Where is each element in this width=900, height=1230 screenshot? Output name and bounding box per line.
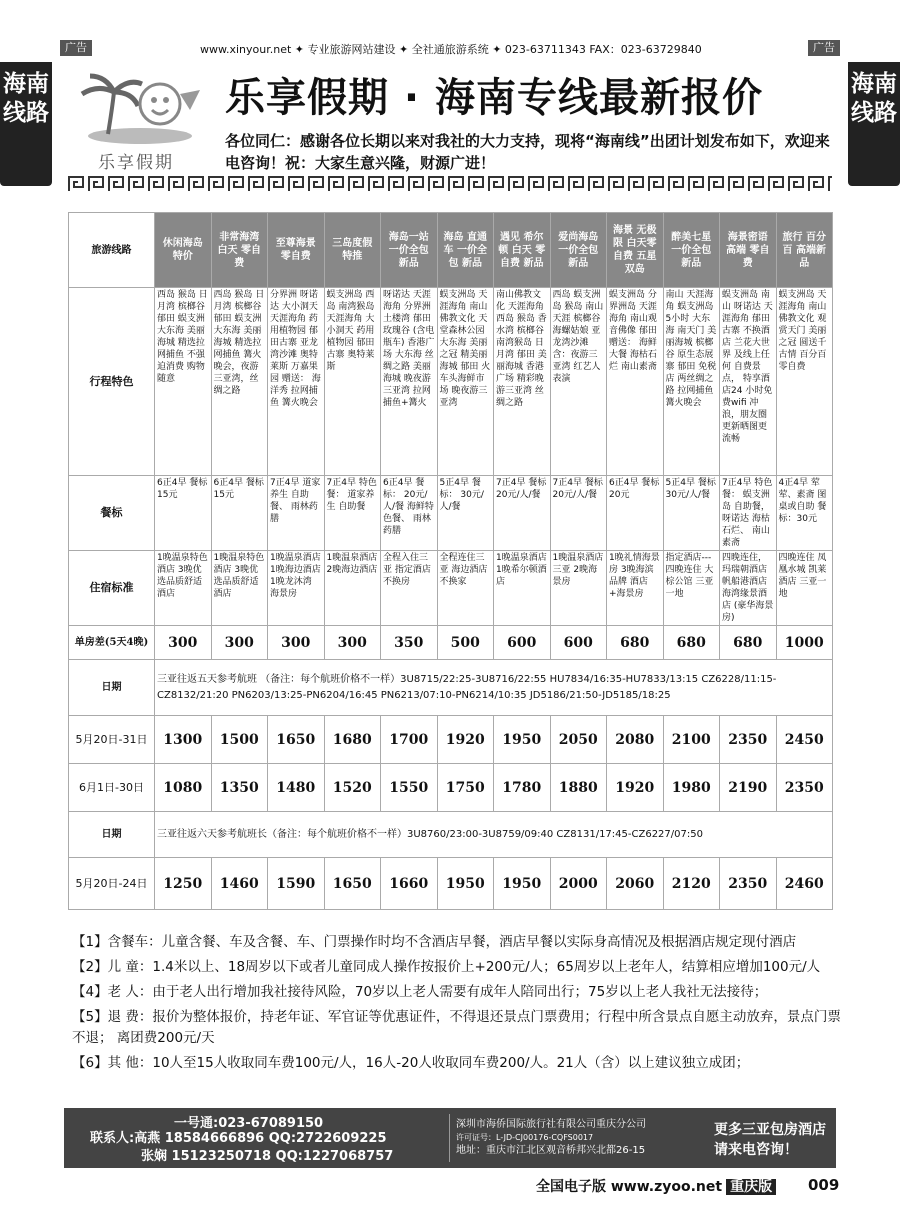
meals-row [69, 476, 833, 551]
route-11: 海景密语 高端 零自费 [720, 213, 777, 288]
price-cell: 1300 [155, 716, 212, 764]
feature-cell: 南山佛教文化 天涯海角 西岛 猴岛 香水湾 槟榔谷 南湾猴岛 日月湾 郁田 美丽海城 香港广场 精彩晚游三亚湾 丝绸之路 [494, 288, 551, 476]
note-item: 【5】退 费：报价为整体报价，持老年证、军官证等优惠证件，不得退还景点门票费用；行程中所含景点自愿主动放弃，景点门票不退； 离团费200元/天 [72, 1009, 841, 1046]
logo [68, 70, 212, 180]
contact-1: 联系人:高燕 18584666896 QQ:2722609225 [90, 1131, 387, 1146]
flight5-row [69, 660, 833, 716]
logo-text: 乐享假期 [98, 153, 174, 173]
feature-cell: 蜈支洲岛 分界洲岛 天涯海角 南山观音佛像 郁田 赠送： 海鲜大餐 海枯石烂 南山素斋 [607, 288, 664, 476]
price-cell: 1750 [437, 764, 494, 812]
price-cell: 1650 [268, 716, 325, 764]
single-cell: 600 [550, 626, 607, 660]
route-5: 海岛一站 一价全包 新品 [381, 213, 438, 288]
note-item: 【2】儿 童：1.4米以上、18周岁以下或者儿童同成人操作按报价上+200元/人；65周岁以上老年人，结算相应增加100元/人 [72, 959, 821, 975]
feature-cell: 蜈支洲岛 西岛 南湾猴岛 天涯海角 大小洞天 药用植物园 郁田古寨 奥特莱斯 [324, 288, 381, 476]
single-cell: 680 [720, 626, 777, 660]
meal-cell: 7正4早 餐标 20元/人/餐 [550, 476, 607, 551]
price-cell: 2350 [720, 858, 777, 910]
meal-cell: 6正4早 餐标20元 [607, 476, 664, 551]
price-cell: 1500 [211, 716, 268, 764]
price-cell: 1920 [607, 764, 664, 812]
feature-cell: 南山 天涯海角 蜈支洲岛 5小时 大东海 南天门 美丽海城 槟榔谷 原生态展寨 郁田 免税店 两丝绸之路 拉网捕鱼 篝火晚会 [663, 288, 720, 476]
single-cell: 1000 [776, 626, 833, 660]
price-cell: 2100 [663, 716, 720, 764]
date-label: 6月1日-30日 [69, 764, 155, 812]
meal-cell: 5正4早 餐标 30元/人/餐 [663, 476, 720, 551]
side-tab-right: 海南线路 [848, 62, 900, 186]
single-cell: 500 [437, 626, 494, 660]
date-label: 5月20日-31日 [69, 716, 155, 764]
price-cell: 2190 [720, 764, 777, 812]
price-cell: 2450 [776, 716, 833, 764]
price-cell: 1350 [211, 764, 268, 812]
top-info: www.xinyour.net ✦ 专业旅游网站建设 ✦ 全社通旅游系统 ✦ 023-63711343 FAX：023-63729840 [200, 43, 702, 56]
meal-cell: 7正4早 道家养生 自助餐、 雨林药膳 [268, 476, 325, 551]
flight6-info: 三亚往返六天参考航班长（备注：每个航班价格不一样）3U8760/23:00-3U8759/09:40 CZ8131/17:45-CZ6227/07:50 [155, 812, 833, 858]
meal-cell: 7正4早 餐标 20元/人/餐 [494, 476, 551, 551]
price-cell: 1980 [663, 764, 720, 812]
price-row-may [69, 716, 833, 764]
price-cell: 1590 [268, 858, 325, 910]
price-cell: 2000 [550, 858, 607, 910]
promo-text: 更多三亚包房酒店请来电咨询！ [714, 1122, 826, 1158]
single-cell: 680 [607, 626, 664, 660]
route-12: 旅行 百分百 高端新品 [776, 213, 833, 288]
note-item: 【1】含餐车：儿童含餐、车及含餐、车、门票操作时均不含酒店早餐，酒店早餐以实际身高情况及根据酒店规定现付酒店 [72, 934, 797, 950]
ad-label-right: 广告 [808, 40, 840, 56]
hotel-cell: 四晚连住， 玛瑞朝酒店 帆船港酒店 海湾缘景酒店 (豪华海景房) [720, 551, 777, 626]
note-item: 【4】老 人：由于老人出行增加我社接待风险，70岁以上老人需要有成年人陪同出行；75岁以上老人我社无法接待； [72, 984, 768, 1000]
hotel-cell: 1晚温泉酒店 2晚海边酒店 [324, 551, 381, 626]
price-cell: 1650 [324, 858, 381, 910]
route-7: 遇见 希尔顿 白天 零自费 新品 [494, 213, 551, 288]
price-cell: 1880 [550, 764, 607, 812]
hotel-cell: 1晚温泉特色酒店 3晚优选品质舒适酒店 [211, 551, 268, 626]
company-name: 深圳市海侨国际旅行社有限公司重庆分公司 [456, 1119, 646, 1130]
feature-cell: 西岛 猴岛 日月湾 槟榔谷 郁田 蜈支洲 大东海 美丽海城 精选拉网捕鱼 篝火晚会，夜游三亚湾，丝绸之路 [211, 288, 268, 476]
feature-cell: 分界洲 呀诺达 大小洞天 天涯海角 药用植物园 郁田古寨 亚龙湾沙滩 奥特莱斯 万嘉果园 赠送： 海洋秀 拉网捕鱼 篝火晚会 [268, 288, 325, 476]
hotel-cell: 全程入住三亚 指定酒店不换房 [381, 551, 438, 626]
single-cell: 300 [324, 626, 381, 660]
row-label-route: 旅游线路 [69, 213, 155, 288]
flight5-info: 三亚往返五天参考航班 （备注：每个航班价格不一样）3U8715/22:25-3U8716/22:55 HU7834/16:35-HU7833/13:15 CZ6228/11:15-CZ8132/21:20 PN6203/13:25-PN6204/16:45 PN6213/07:10-PN6214/10:35 JD5186/21:50-JD5185/18:25 [155, 660, 833, 716]
hotel-cell: 全程连住三亚 海边酒店 不换家 [437, 551, 494, 626]
meal-cell: 7正4早 特色餐： 蜈支洲岛 自助餐， 呀诺达 海枯石烂、 南山素斋 [720, 476, 777, 551]
row-label-hotel: 住宿标准 [69, 551, 155, 626]
single-room-row [69, 626, 833, 660]
price-cell: 1700 [381, 716, 438, 764]
row-label-date: 日期 [69, 660, 155, 716]
date-label: 5月20日-24日 [69, 858, 155, 910]
single-cell: 300 [268, 626, 325, 660]
route-3: 至尊海景 零自费 [268, 213, 325, 288]
price-cell: 1780 [494, 764, 551, 812]
page-title: 乐享假期 · 海南专线最新报价 [225, 75, 764, 121]
meal-cell: 6正4早 餐标15元 [155, 476, 212, 551]
address: 地址：重庆市江北区观音桥邦兴北都26-15 [456, 1145, 646, 1156]
single-cell: 350 [381, 626, 438, 660]
page-number: 009 [808, 1176, 840, 1194]
price-cell: 1950 [494, 858, 551, 910]
route-2: 非常海湾 白天 零自费 [211, 213, 268, 288]
feature-cell: 西岛 蜈支洲岛 猴岛 南山 天涯 槟榔谷 海螺姑娘 亚龙湾沙滩 含：夜游三亚湾 红艺人表演 [550, 288, 607, 476]
price-cell: 1250 [155, 858, 212, 910]
route-6: 海岛 直通车 一价全包 新品 [437, 213, 494, 288]
meander-border [68, 176, 832, 192]
price-row-six-day [69, 858, 833, 910]
ad-label-left: 广告 [60, 40, 92, 56]
meal-cell: 5正4早 餐标： 30元/人/餐 [437, 476, 494, 551]
price-cell: 2350 [776, 764, 833, 812]
hotel-cell: 1晚温泉酒店 三亚 2晚海景房 [550, 551, 607, 626]
route-9: 海景 无极限 白天零自费 五星双岛 [607, 213, 664, 288]
meal-cell: 4正4早 荤荤、素斋 图桌或自助 餐标：30元 [776, 476, 833, 551]
price-cell: 1550 [381, 764, 438, 812]
company-info [456, 1118, 646, 1157]
row-label-date2: 日期 [69, 812, 155, 858]
hotel-cell: 1晚温泉特色酒店 3晚优选品质舒适酒店 [155, 551, 212, 626]
header-row [69, 213, 833, 288]
price-cell: 2460 [776, 858, 833, 910]
price-cell: 1950 [494, 716, 551, 764]
hotline: 一号通:023-67089150 [174, 1116, 324, 1131]
hotel-row [69, 551, 833, 626]
bottom-bar [536, 1176, 776, 1196]
hotel-cell: 1晚温泉酒店 1晚海边酒店 1晚龙沐湾 海景房 [268, 551, 325, 626]
palm-logo-icon [68, 70, 212, 150]
meal-cell: 7正4早 特色餐： 道家养生 自助餐 [324, 476, 381, 551]
footer-divider [449, 1114, 450, 1162]
contact-2: 张娴 15123250718 QQ:1227068757 [141, 1149, 394, 1164]
price-cell: 2080 [607, 716, 664, 764]
feature-cell: 西岛 猴岛 日月湾 槟榔谷 郁田 蜈支洲 大东海 美丽海城 精选拉网捕鱼 不强迫消费 购物随意 [155, 288, 212, 476]
feature-cell: 蜈支洲岛 天涯海角 南山佛教文化 天堂森林公园 大东海 美丽之冠 精美丽海城 郁田 火车头海鲜市场 晚夜游三亚湾 [437, 288, 494, 476]
route-8: 爱尚海岛 一价全包 新品 [550, 213, 607, 288]
feature-cell: 呀诺达 天涯海角 分界洲 土楼湾 郁田玫瑰谷 (含电瓶车) 香港广场 大东海 丝绸之路 美丽海城 晚夜游三亚湾 拉网捕鱼+篝火 [381, 288, 438, 476]
notes [72, 932, 842, 1078]
hotel-cell: 四晚连住 凤凰水城 凯莱酒店 三亚一地 [776, 551, 833, 626]
footer [64, 1108, 836, 1168]
intro-text: 各位同仁：感谢各位长期以来对我社的大力支持，现将“海南线”出团计划发布如下，欢迎来电咨询！祝：大家生意兴隆，财源广进！ [225, 132, 830, 172]
note-item: 【6】其 他：10人至15人收取同车费100元/人，16人-20人收取同车费200/人。21人（含）以上建议独立成团； [72, 1055, 750, 1071]
single-cell: 300 [211, 626, 268, 660]
contact-info [90, 1130, 393, 1166]
side-tab-left: 海南线路 [0, 62, 52, 186]
route-1: 休闲海岛 特价 [155, 213, 212, 288]
price-table [68, 212, 833, 910]
price-cell: 1460 [211, 858, 268, 910]
license-number: 许可证号：L-JD-CJ00176-CQFS0017 [456, 1133, 594, 1142]
single-cell: 300 [155, 626, 212, 660]
hotel-cell: 1晚礼情海景房 3晚海滨品牌 酒店+海景房 [607, 551, 664, 626]
meal-cell: 6正4早 餐标15元 [211, 476, 268, 551]
features-row [69, 288, 833, 476]
price-cell: 2120 [663, 858, 720, 910]
price-cell: 2050 [550, 716, 607, 764]
single-cell: 680 [663, 626, 720, 660]
price-cell: 1480 [268, 764, 325, 812]
price-cell: 1520 [324, 764, 381, 812]
price-cell: 2350 [720, 716, 777, 764]
hotel-cell: 1晚温泉酒店 1晚希尔顿酒店 [494, 551, 551, 626]
feature-cell: 蜈支洲岛 天涯海角 南山佛教文化 观赏天门 美丽之冠 圆送千古情 百分百零自费 [776, 288, 833, 476]
price-cell: 1680 [324, 716, 381, 764]
meal-cell: 6正4早 餐标： 20元/人/餐 海鲜特色餐、 雨林药膳 [381, 476, 438, 551]
single-cell: 600 [494, 626, 551, 660]
edition-badge: 重庆版 [726, 1179, 776, 1195]
price-cell: 1920 [437, 716, 494, 764]
feature-cell: 蜈支洲岛 南山 呀诺达 天涯海角 郁田古寨 不换酒店 兰花大世界 及线上任何 自费景点， 特享酒店24 小时免费wifi 冲浪，朋友圈 更新晒图更流畅 [720, 288, 777, 476]
price-cell: 1080 [155, 764, 212, 812]
hotel-cell: 指定酒店--- 四晚连住 大棕公馆 三亚一地 [663, 551, 720, 626]
row-label-features: 行程特色 [69, 288, 155, 476]
edition-url: 全国电子版 www.zyoo.net [536, 1179, 723, 1195]
price-cell: 2060 [607, 858, 664, 910]
route-4: 三岛度假 特推 [324, 213, 381, 288]
row-label-single: 单房差(5天4晚) [69, 626, 155, 660]
flight6-row [69, 812, 833, 858]
price-row-june [69, 764, 833, 812]
route-10: 醉美七星 一价全包 新品 [663, 213, 720, 288]
row-label-meals: 餐标 [69, 476, 155, 551]
price-cell: 1950 [437, 858, 494, 910]
price-cell: 1660 [381, 858, 438, 910]
